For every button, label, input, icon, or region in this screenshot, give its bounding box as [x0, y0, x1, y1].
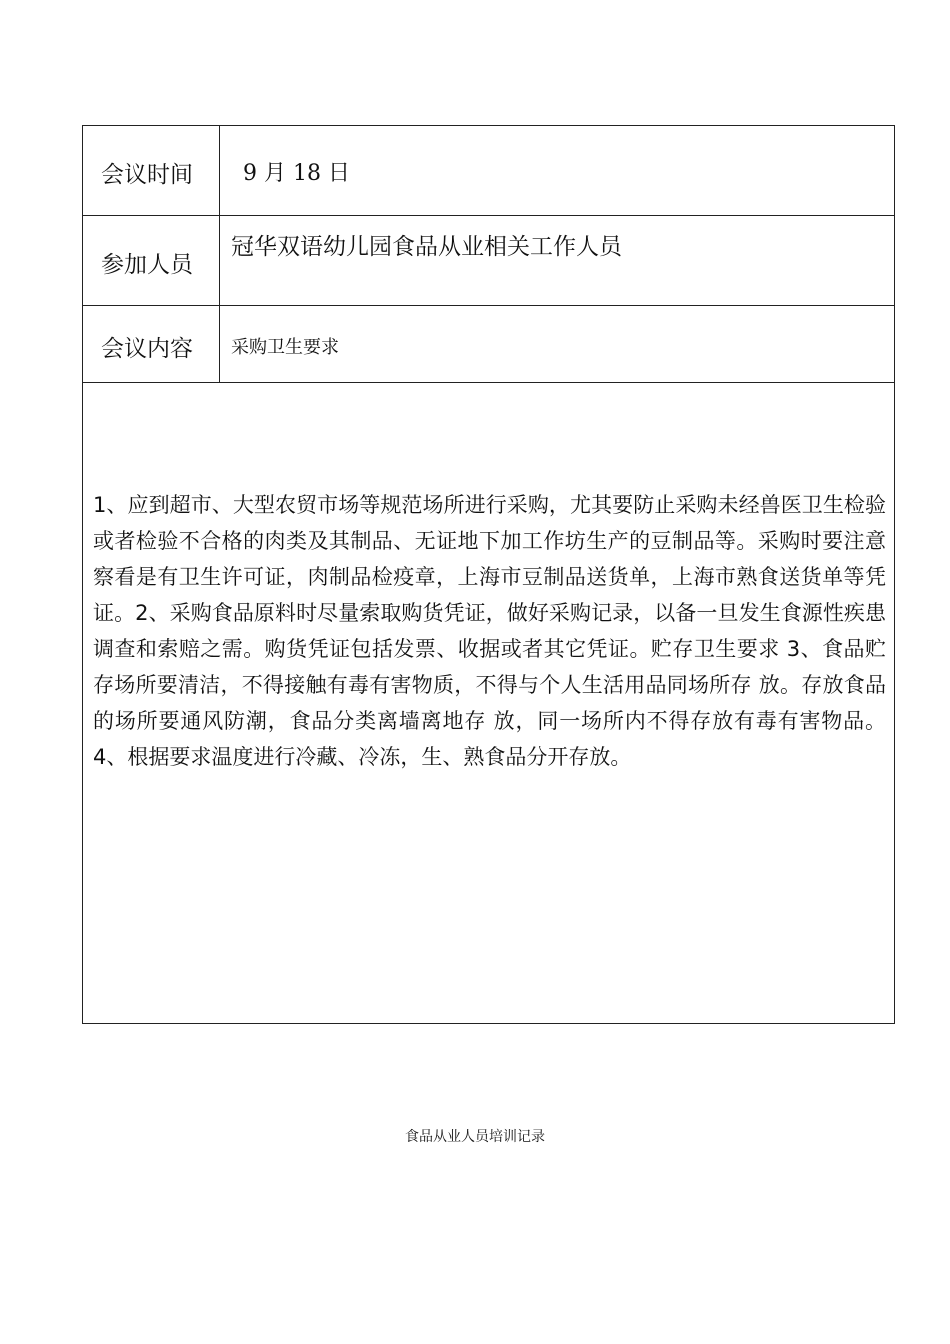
meeting-content-label: 会议内容 [101, 336, 193, 362]
meeting-content-value: 采购卫生要求 [231, 337, 339, 358]
meeting-time-row [83, 126, 894, 216]
meeting-time-label-cell [83, 126, 220, 215]
meeting-record-table [82, 125, 895, 1024]
meeting-time-label: 会议时间 [101, 162, 193, 188]
attendees-label: 参加人员 [101, 252, 193, 278]
meeting-time-value: 9 月 18 日 [243, 161, 350, 186]
meeting-content-label-cell [83, 306, 220, 382]
document-caption: 食品从业人员培训记录 [405, 1129, 545, 1145]
attendees-row [83, 216, 894, 306]
meeting-body-cell [83, 383, 894, 1023]
meeting-content-row [83, 306, 894, 383]
attendees-value: 冠华双语幼儿园食品从业相关工作人员 [231, 234, 622, 260]
meeting-body-text: 1、应到超市、大型农贸市场等规范场所进行采购，尤其要防止采购未经兽医卫生检验或者检验不合格的肉类及其制品、无证地下加工作坊生产的豆制品等。采购时要注意察看是有卫生许可证，肉制品检疫章，上海市豆制品送货单，上海市熟食送货单等凭证。2、采购食品原料时尽量索取购货凭证，做好采购记录，以备一旦发生食源性疾患调查和索赔之需。购货凭证包括发票、收据或者其它凭证。贮存卫生要求 3、食品贮存场所要清洁，不得接触有毒有害物质，不得与个人生活用品同场所存 放。存放食品的场所要通风防潮，食品分类离墙离地存 放，同一场所内不得存放有毒有害物品。4、根据要求温度进行冷藏、冷冻，生、熟食品分开存放。 [93, 493, 886, 769]
attendees-label-cell [83, 216, 220, 305]
